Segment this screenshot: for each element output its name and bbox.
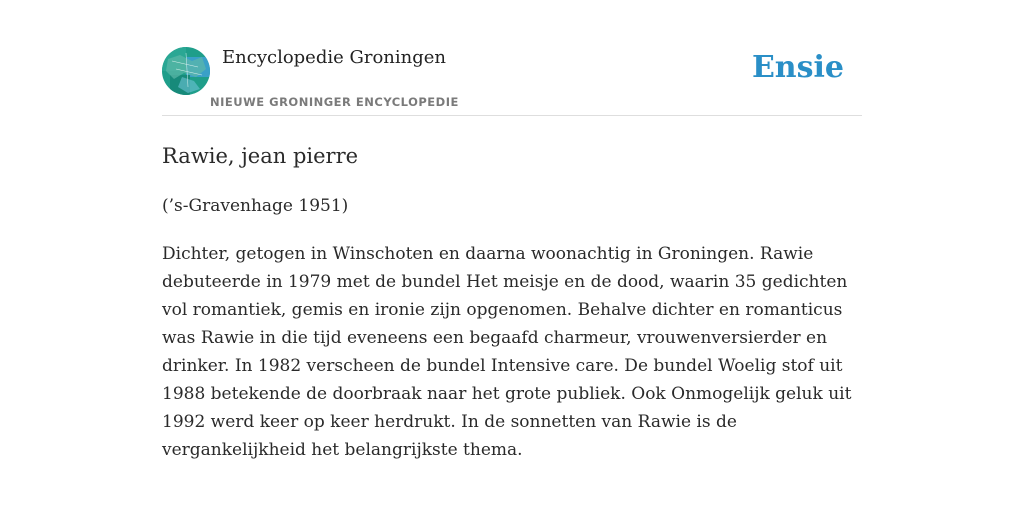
- site-tagline: NIEUWE GRONINGER ENCYCLOPEDIE: [210, 95, 459, 109]
- map-logo-icon: [162, 47, 210, 95]
- article-card: [162, 40, 862, 464]
- article-body: Dichter, getogen in Winschoten en daarna woonachtig in Groningen. Rawie debuteerde in 1979 met de bundel Het meisje en de dood, waarin 35 gedichten vol romantiek, gemis en ironie zijn opgenomen. Behalve dichter en romanticus was Rawie in die tijd eveneens een begaafd charmeur, vrouwenversierder en drinker. In 1982 verscheen de bundel Intensive care. De bundel Woelig stof uit 1988 betekende de doorbraak naar het grote publiek. Ook Onmogelijk geluk uit 1992 werd keer op keer herdrukt. In de sonnetten van Rawie is de vergankelijkheid het belangrijkste thema.: [162, 244, 852, 460]
- site-name[interactable]: Encyclopedie Groningen: [222, 47, 447, 68]
- brand-logo[interactable]: Ensie: [751, 50, 844, 85]
- article-subtitle: (’s-Gravenhage 1951): [162, 196, 349, 216]
- header: [162, 40, 862, 116]
- article-title: Rawie, jean pierre: [162, 144, 359, 168]
- site-logo[interactable]: [162, 47, 210, 95]
